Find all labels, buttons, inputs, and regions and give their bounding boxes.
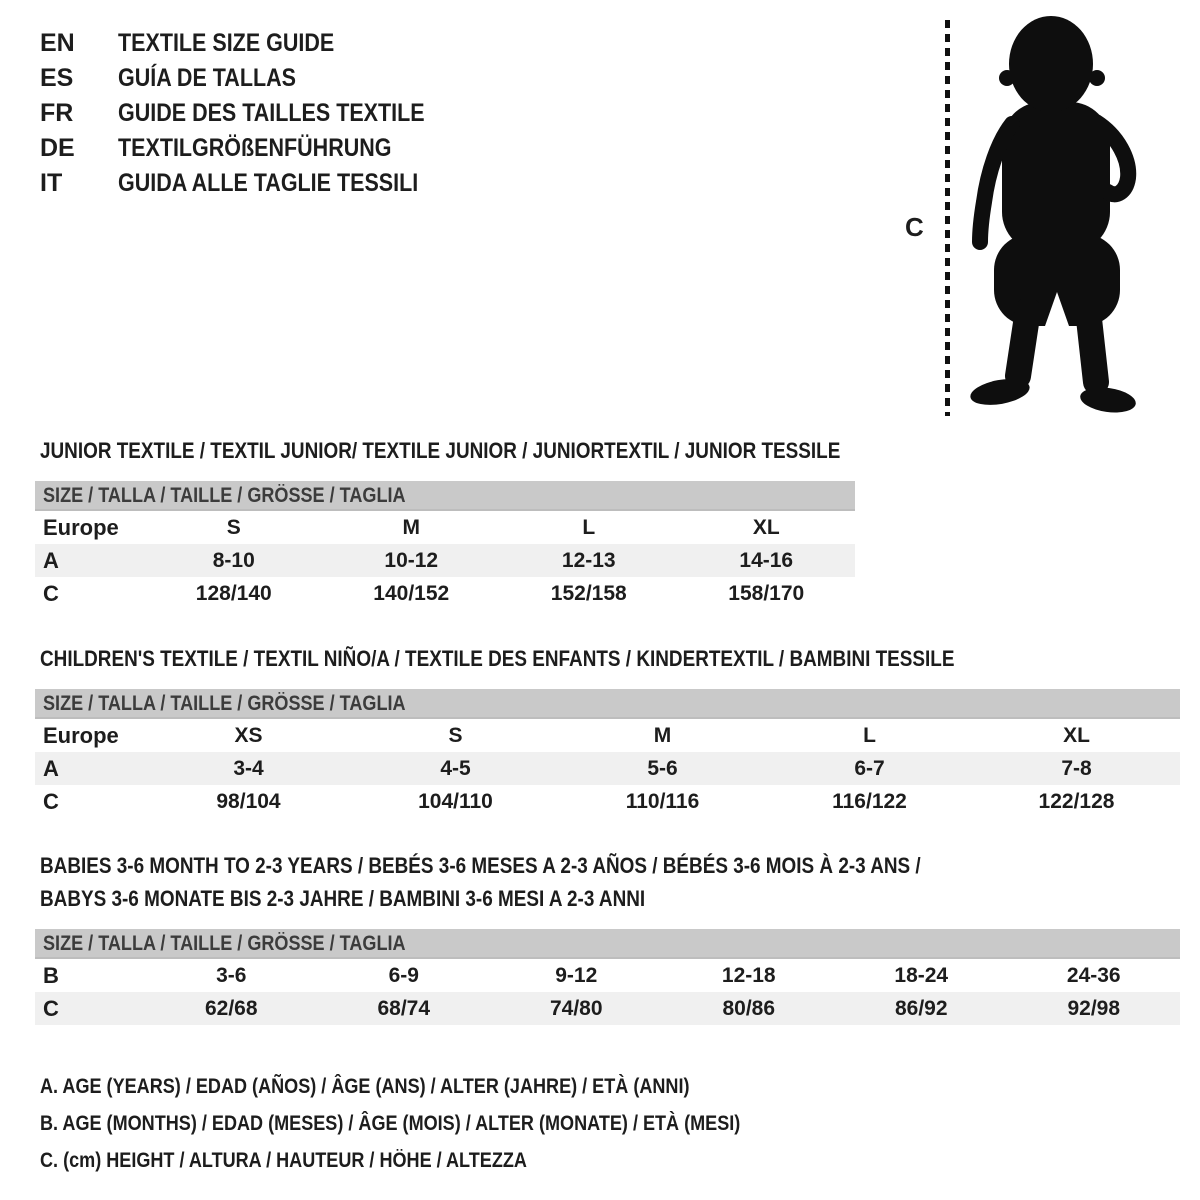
language-row [40,61,475,96]
cell-value: 98/104 [216,790,281,813]
cell-value: S [226,516,241,539]
section-title [40,642,1180,675]
cell-value: 3-6 [216,964,247,987]
language-title-text: TEXTILGRÖßENFÜHRUNG [118,134,392,162]
cell-value: 116/122 [832,790,907,813]
legend-line-text: C. (cm) HEIGHT / ALTURA / HAUTEUR / HÖHE / ALTEZZA [40,1149,527,1172]
language-code: IT [40,169,63,197]
section-title [40,882,1180,915]
cell-value: 122/128 [1038,790,1115,813]
size-table-header-text: SIZE / TALLA / TAILLE / GRÖSSE / TAGLIA [43,932,406,955]
cell-value: XS [234,724,263,747]
toddler-silhouette-icon [958,12,1142,414]
table-row [35,544,855,577]
size-section [35,434,855,610]
cell-value: 12-18 [721,964,776,987]
section-title-text: BABIES 3-6 MONTH TO 2-3 YEARS / BEBÉS 3-6 MESES A 2-3 AÑOS / BÉBÉS 3-6 MOIS À 2-3 ANS / [40,853,921,878]
section-title-text: CHILDREN'S TEXTILE / TEXTIL NIÑO/A / TEXTILE DES ENFANTS / KINDERTEXTIL / BAMBINI TESSILE [40,646,955,671]
cell-value: 6-9 [388,964,419,987]
cell-value: 152/158 [550,582,627,605]
section-title [40,849,1180,882]
cell-value: S [448,724,463,747]
legend-line [40,1105,854,1142]
section-title-text: BABYS 3-6 MONATE BIS 2-3 JAHRE / BAMBINI 3-6 MESI A 2-3 ANNI [40,886,646,911]
language-code: ES [40,64,74,92]
row-label: C [43,789,59,814]
cell-value: M [653,724,672,747]
language-row [40,96,475,131]
cell-value: 7-8 [1061,757,1092,780]
cell-value: 3-4 [233,757,264,780]
table-row [35,577,855,610]
table-row [35,719,1180,752]
cell-value: 140/152 [373,582,450,605]
language-title-text: GUIDE DES TAILLES TEXTILE [118,99,425,127]
cell-value: 80/86 [722,997,776,1020]
row-label: C [43,581,59,606]
language-code: EN [40,29,75,57]
cell-value: 24-36 [1066,964,1121,987]
cell-value: 9-12 [555,964,598,987]
cell-value: 128/140 [195,582,272,605]
language-title-text: GUÍA DE TALLAS [118,64,296,92]
size-table [35,689,1180,818]
cell-value: 10-12 [384,549,439,572]
legend-line-text: B. AGE (MONTHS) / EDAD (MESES) / ÂGE (MOIS) / ALTER (MONATE) / ETÀ (MESI) [40,1112,741,1135]
language-title [118,131,475,166]
language-row [40,26,475,61]
language-row [40,166,475,201]
language-code: FR [40,99,74,127]
cell-value: 110/116 [625,790,700,813]
cell-value: 86/92 [894,997,948,1020]
cell-value: 18-24 [894,964,949,987]
size-table-header-text: SIZE / TALLA / TAILLE / GRÖSSE / TAGLIA [43,484,406,507]
legend-line-text: A. AGE (YEARS) / EDAD (AÑOS) / ÂGE (ANS) / ALTER (JAHRE) / ETÀ (ANNI) [40,1075,690,1098]
row-label: C [43,996,59,1021]
cell-value: 6-7 [854,757,885,780]
section-title [40,434,855,467]
language-title-text: GUIDA ALLE TAGLIE TESSILI [118,169,419,197]
cell-value: 104/110 [418,790,493,813]
cell-value: M [402,516,420,539]
cell-value: 68/74 [377,997,431,1020]
height-measure-label: C [905,212,924,242]
cell-value: 62/68 [204,997,258,1020]
legend [40,1068,854,1179]
size-table-header [35,481,855,511]
language-title-list [40,26,475,201]
cell-value: 12-13 [561,549,616,572]
language-title [118,96,475,131]
cell-value: XL [752,516,780,539]
cell-value: L [582,516,596,539]
size-section [35,849,1180,1025]
legend-line [40,1068,854,1105]
table-row [35,992,1180,1025]
size-table [35,929,1180,1025]
cell-value: 92/98 [1067,997,1121,1020]
row-label: B [43,963,59,988]
cell-value: XL [1063,724,1090,747]
language-title [118,26,475,61]
height-measure-dashed-line [945,20,950,416]
cell-value: 74/80 [549,997,603,1020]
cell-value: L [863,724,876,747]
row-label: Europe [43,515,119,540]
cell-value: 8-10 [212,549,255,572]
size-table-header [35,689,1180,719]
size-section [35,642,1180,818]
table-row [35,959,1180,992]
cell-value: 5-6 [647,757,678,780]
language-code: DE [40,134,75,162]
size-table [35,481,855,610]
table-row [35,752,1180,785]
row-label: A [43,756,59,781]
legend-line [40,1142,854,1179]
language-row [40,131,475,166]
size-table-header-text: SIZE / TALLA / TAILLE / GRÖSSE / TAGLIA [43,692,406,715]
table-row [35,511,855,544]
row-label: A [43,548,59,573]
row-label: Europe [43,723,119,748]
section-title-text: JUNIOR TEXTILE / TEXTIL JUNIOR/ TEXTILE JUNIOR / JUNIORTEXTIL / JUNIOR TESSILE [40,438,841,463]
cell-value: 158/170 [728,582,805,605]
cell-value: 4-5 [440,757,471,780]
language-title [118,166,475,201]
language-title [118,61,475,96]
cell-value: 14-16 [739,549,794,572]
size-table-header [35,929,1180,959]
language-title-text: TEXTILE SIZE GUIDE [118,29,335,57]
table-row [35,785,1180,818]
